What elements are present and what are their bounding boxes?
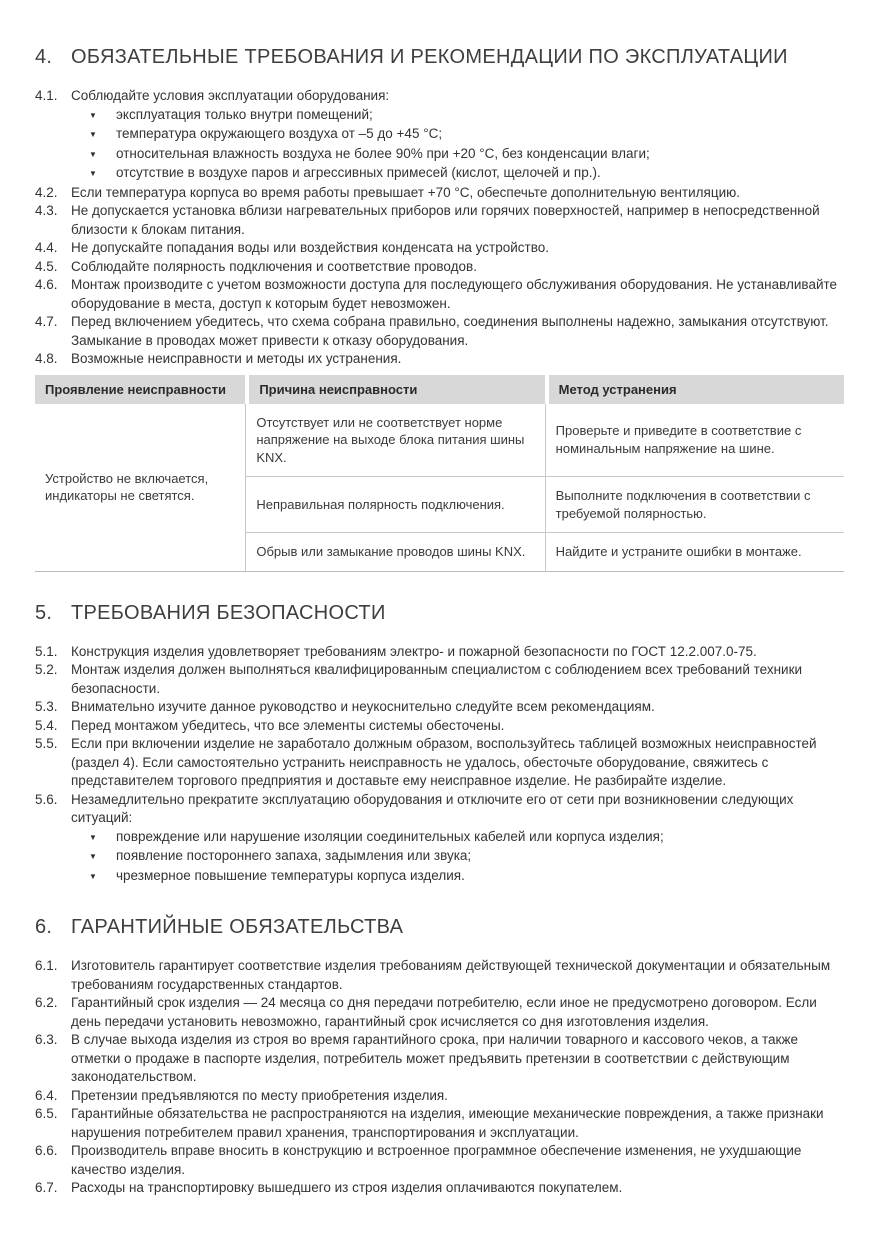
bullet-text: относительная влажность воздуха не более 90% при +20 °C, без конденсации влаги; — [116, 145, 650, 161]
list-item — [35, 350, 844, 369]
bullet-item — [71, 867, 844, 887]
section-operating-requirements — [35, 46, 844, 572]
item-text: Если температура корпуса во время работы превышает +70 °C, обеспечьте дополнительную вентиляцию. — [71, 184, 740, 200]
item-text: Возможные неисправности и методы их устранения. — [71, 351, 402, 366]
bullet-item — [71, 164, 844, 184]
list-item — [35, 1031, 844, 1087]
section-warranty — [35, 916, 844, 1198]
section-number: 4. — [35, 46, 53, 68]
list-item — [35, 717, 844, 736]
fault-fix-cell: Найдите и устраните ошибки в монтаже. — [545, 532, 844, 571]
item-number: 6.4. — [35, 1087, 58, 1103]
section-title: ГАРАНТИЙНЫЕ ОБЯЗАТЕЛЬСТВА — [71, 916, 404, 938]
section-heading — [35, 46, 844, 69]
item-text: Незамедлительно прекратите эксплуатацию оборудования и отключите его от сети при возникновении следующих ситуаций: — [71, 791, 794, 825]
fault-fix-cell: Выполните подключения в соответствии с требуемой полярностью. — [545, 476, 844, 532]
item-number: 5.4. — [35, 717, 58, 733]
item-text: Перед включением убедитесь, что схема собрана правильно, соединения выполнены надежно, замыкания отсутствуют. Замыкание в проводах может привести к отказу оборудования. — [71, 314, 829, 348]
list-item — [35, 313, 844, 350]
item-number: 6.1. — [35, 958, 58, 973]
section-number: 5. — [35, 601, 53, 624]
item-text: В случае выхода изделия из строя во время гарантийного срока, при наличии товарного и кассового чеков, а также отметки о продаже в паспорте изделия, потребитель может предъявить претензии в соответствии с действующим законодательством. — [71, 1032, 798, 1084]
triangle-bullet-icon: ▼ — [89, 130, 97, 139]
item-number: 4.5. — [35, 258, 58, 274]
item-number: 6.6. — [35, 1143, 58, 1158]
list-item — [35, 661, 844, 698]
list-item — [35, 643, 844, 662]
item-number: 4.6. — [35, 277, 58, 292]
triangle-bullet-icon: ▼ — [89, 852, 97, 861]
fault-cause-cell: Отсутствует или не соответствует норме напряжение на выходе блока питания шины KNX. — [245, 404, 544, 477]
fault-cause-cell: Неправильная полярность подключения. — [245, 476, 544, 532]
item-text: Если при включении изделие не заработало должным образом, воспользуйтесь таблицей возможных неисправностей (раздел 4). Если самостоятельно устранить неисправность не удалось, обесточьте оборудование, свяжитесь с представителем торгового предприятия и доставьте ему неисправное изделие. Не разбирайте изделие. — [71, 736, 817, 788]
list-item — [35, 698, 844, 717]
list-item — [35, 202, 844, 239]
triangle-bullet-icon: ▼ — [89, 110, 97, 120]
item-text: Производитель вправе вносить в конструкцию и встроенное программное обеспечение изменения, не ухудшающие качество изделия. — [71, 1143, 802, 1177]
section-heading — [35, 916, 844, 939]
list-item — [35, 735, 844, 791]
fault-table — [35, 375, 844, 572]
triangle-bullet-icon: ▼ — [89, 871, 97, 881]
item-text: Внимательно изучите данное руководство и неукоснительно следуйте всем рекомендациям. — [71, 699, 655, 714]
item-text: Перед монтажом убедитесь, что все элементы системы обесточены. — [71, 717, 505, 733]
item-number: 6.2. — [35, 995, 58, 1010]
section-item-list — [35, 643, 844, 887]
bullet-text: чрезмерное повышение температуры корпуса изделия. — [116, 867, 465, 883]
item-text: Не допускайте попадания воды или воздействия конденсата на устройство. — [71, 240, 549, 255]
item-text: Изготовитель гарантирует соответствие изделия требованиям действующей технической документации и обязательным требованиям государственных стандартов. — [71, 958, 831, 992]
item-text: Претензии предъявляются по месту приобретения изделия. — [71, 1087, 448, 1103]
item-text: Монтаж изделия должен выполняться квалифицированным специалистом с соблюдением всех требований техники безопасности. — [71, 662, 803, 696]
list-item — [35, 184, 844, 203]
section-title: ОБЯЗАТЕЛЬНЫЕ ТРЕБОВАНИЯ И РЕКОМЕНДАЦИИ ПО ЭКСПЛУАТАЦИИ — [71, 46, 788, 68]
list-item — [35, 1179, 844, 1198]
item-number: 4.4. — [35, 240, 58, 255]
list-item — [35, 1087, 844, 1106]
fault-table-header-symptom: Проявление неисправности — [35, 375, 245, 404]
section-heading — [35, 602, 844, 625]
bullet-item — [71, 125, 844, 145]
item-number: 5.3. — [35, 699, 58, 714]
item-number: 5.6. — [35, 791, 58, 807]
item-text: Гарантийные обязательства не распространяются на изделия, имеющие механические повреждения, а также признаки нарушения потребителем правил хранения, транспортирования и эксплуатации. — [71, 1106, 824, 1140]
list-item — [35, 994, 844, 1031]
item-number: 6.5. — [35, 1106, 58, 1121]
list-item — [35, 1105, 844, 1142]
list-item — [35, 258, 844, 277]
item-number: 5.2. — [35, 662, 58, 677]
bullet-text: отсутствие в воздухе паров и агрессивных примесей (кислот, щелочей и пр.). — [116, 165, 601, 180]
fault-table-header-row — [35, 375, 844, 404]
fault-cause-cell: Обрыв или замыкание проводов шины KNX. — [245, 532, 544, 571]
item-body — [71, 87, 844, 184]
table-row — [35, 404, 844, 477]
item-text: Конструкция изделия удовлетворяет требованиям электро- и пожарной безопасности по ГОСТ 12.2.007.0-75. — [71, 643, 757, 659]
list-item — [35, 239, 844, 258]
triangle-bullet-icon: ▼ — [89, 169, 97, 178]
bullet-text: появление постороннего запаха, задымления или звука; — [116, 848, 472, 863]
item-number: 4.2. — [35, 184, 58, 200]
item-number: 5.5. — [35, 736, 58, 751]
list-item — [35, 1142, 844, 1179]
bullet-item — [71, 106, 844, 126]
triangle-bullet-icon: ▼ — [89, 149, 97, 159]
item-number: 5.1. — [35, 643, 58, 659]
item-text: Монтаж производите с учетом возможности доступа для последующего обслуживания оборудования. Не устанавливайте оборудование в места, доступ к которым будет невозможен. — [71, 277, 838, 311]
item-number: 6.3. — [35, 1032, 58, 1047]
item-number: 4.1. — [35, 88, 58, 103]
item-number: 6.7. — [35, 1180, 58, 1195]
bullet-text: температура окружающего воздуха от –5 до +45 °C; — [116, 126, 443, 141]
bullet-text: повреждение или нарушение изоляции соединительных кабелей или корпуса изделия; — [116, 828, 664, 844]
list-item — [35, 87, 844, 184]
item-text: Соблюдайте условия эксплуатации оборудования: — [71, 88, 390, 103]
section-item-list — [35, 87, 844, 369]
bullet-item — [71, 145, 844, 165]
bullet-list — [71, 106, 844, 184]
list-item — [35, 276, 844, 313]
list-item — [35, 791, 844, 887]
bullet-text: эксплуатация только внутри помещений; — [116, 106, 373, 122]
fault-symptom-cell: Устройство не включается, индикаторы не светятся. — [35, 404, 245, 571]
triangle-bullet-icon: ▼ — [89, 832, 97, 842]
item-text: Не допускается установка вблизи нагревательных приборов или горячих поверхностей, например в непосредственной близости к блокам питания. — [71, 203, 820, 237]
item-text: Расходы на транспортировку вышедшего из строя изделия оплачиваются покупателем. — [71, 1180, 623, 1195]
bullet-item — [71, 828, 844, 848]
bullet-item — [71, 847, 844, 867]
item-text: Гарантийный срок изделия — 24 месяца со дня передачи потребителю, если иное не предусмотрено договором. Если день передачи установить невозможно, гарантийный срок исчисляется со дня изготовления изделия. — [71, 995, 817, 1029]
list-item — [35, 957, 844, 994]
item-text: Соблюдайте полярность подключения и соответствие проводов. — [71, 258, 477, 274]
bullet-list — [71, 828, 844, 887]
fault-table-header-fix: Метод устранения — [545, 375, 844, 404]
fault-table-header-cause: Причина неисправности — [245, 375, 544, 404]
item-number: 4.3. — [35, 203, 58, 218]
section-number: 6. — [35, 916, 53, 938]
fault-fix-cell: Проверьте и приведите в соответствие с номинальным напряжение на шине. — [545, 404, 844, 477]
item-number: 4.8. — [35, 351, 58, 366]
item-number: 4.7. — [35, 314, 58, 329]
item-body — [71, 791, 844, 887]
section-title: ТРЕБОВАНИЯ БЕЗОПАСНОСТИ — [71, 601, 386, 624]
section-item-list — [35, 957, 844, 1198]
section-safety-requirements — [35, 602, 844, 887]
